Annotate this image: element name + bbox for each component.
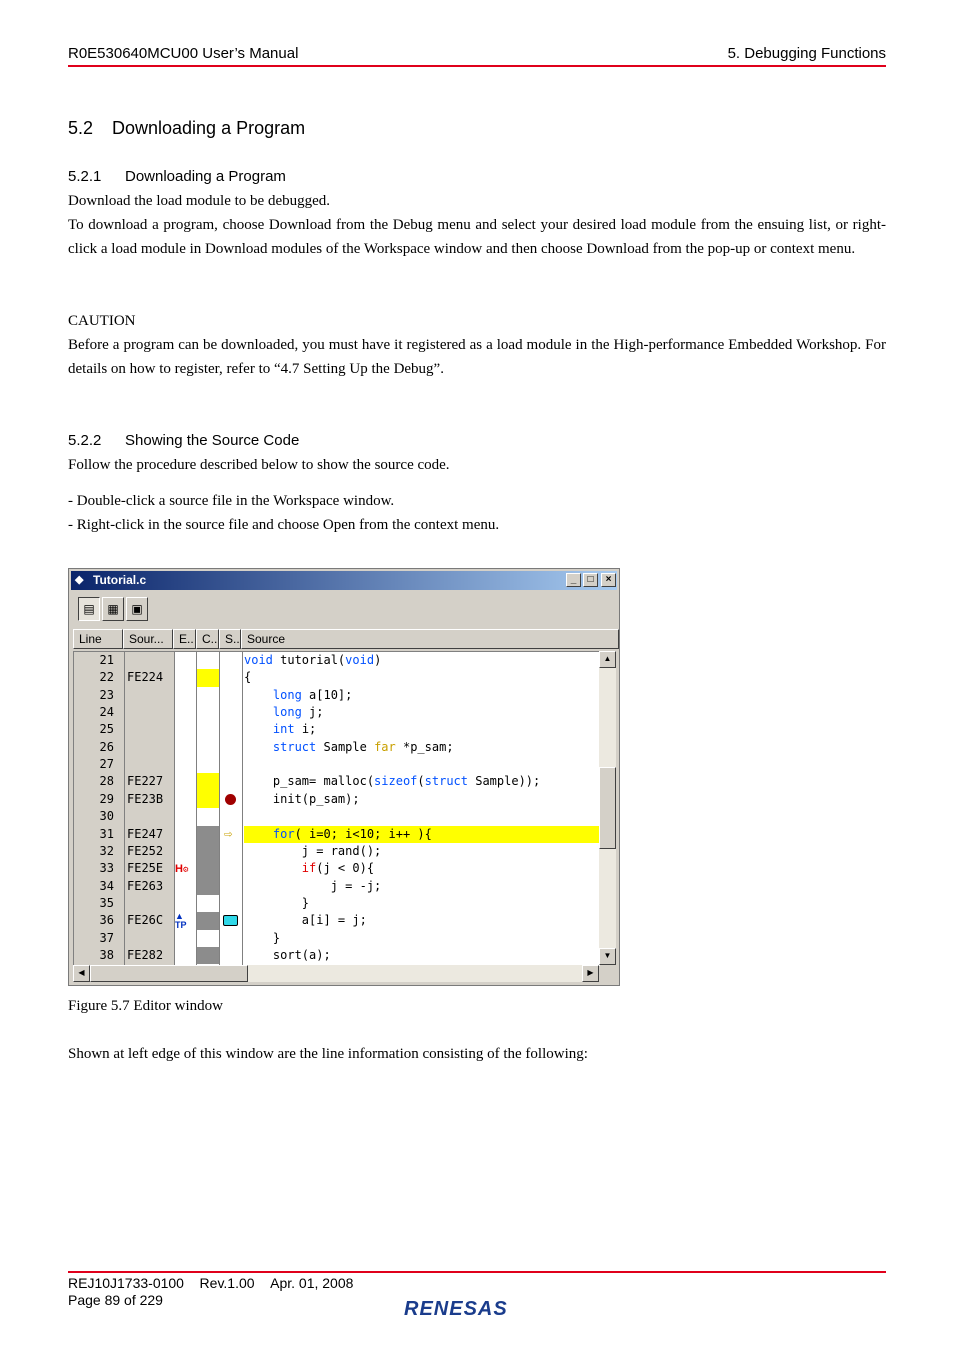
- section-heading: [68, 118, 305, 139]
- footer-rule: [68, 1271, 886, 1273]
- source-line: j = rand();: [244, 843, 382, 858]
- line-number: 26: [99, 739, 114, 754]
- source-line: a[i] = j;: [244, 913, 367, 928]
- source-address: FE26C: [127, 913, 164, 928]
- source-address: [127, 756, 173, 773]
- source-line: }: [244, 895, 310, 910]
- window-titlebar[interactable]: [71, 571, 617, 590]
- renesas-logo: [404, 1294, 552, 1320]
- source-line: long a[10];: [272, 687, 353, 702]
- scroll-right-icon[interactable]: ▶: [582, 965, 599, 982]
- scroll-left-icon[interactable]: ◀: [73, 965, 90, 982]
- source-address: [127, 895, 173, 912]
- line-number: 22: [99, 670, 114, 685]
- source-address: FE247: [127, 826, 164, 841]
- source-line: init(p_sam);: [244, 791, 360, 806]
- code-row[interactable]: [74, 791, 600, 808]
- source-address: FE282: [127, 947, 164, 962]
- caution-text: Before a program can be downloaded, you must have it registered as a load module in the High-performance Embedded Workshop. For details on how to register, refer to “4.7 Setting Up the Debug”.: [68, 337, 886, 377]
- source-line: sort(a);: [244, 947, 331, 962]
- code-row[interactable]: [74, 687, 600, 704]
- line-number: 29: [99, 791, 114, 806]
- manual-title: R0E530640MCU00 User’s Manual: [68, 45, 299, 62]
- caution-label: CAUTION: [68, 313, 136, 329]
- subsection-number-1: 5.2.1: [68, 168, 102, 185]
- subsection-title-2: Showing the Source Code: [125, 432, 300, 449]
- trace-point-icon[interactable]: ▲ TP: [175, 911, 187, 931]
- source-line: {: [244, 670, 252, 685]
- coverage-executed-mark: [197, 773, 219, 790]
- code-row[interactable]: [74, 704, 600, 721]
- page-header: [68, 44, 886, 67]
- paragraph: Follow the procedure described below to show the source code.: [68, 457, 450, 473]
- window-title: Tutorial.c: [93, 573, 147, 587]
- hscroll-thumb[interactable]: [90, 965, 248, 982]
- coverage-unexecuted-mark: [197, 860, 219, 877]
- col-line[interactable]: Line: [73, 629, 123, 649]
- line-number: 36: [99, 913, 114, 928]
- close-button[interactable]: ×: [601, 573, 616, 587]
- program-counter-arrow-icon: ⇨: [224, 825, 233, 842]
- source-line: if(j < 0){: [301, 861, 375, 876]
- chapter-title: 5. Debugging Functions: [727, 45, 886, 62]
- file-icon: ◆: [75, 574, 84, 586]
- subsection-number-2: 5.2.2: [68, 432, 102, 449]
- code-row[interactable]: [74, 930, 600, 947]
- code-row[interactable]: [74, 895, 600, 912]
- subsection-heading-1: [68, 168, 286, 185]
- source-line: [244, 808, 600, 825]
- col-coverage[interactable]: C..: [196, 629, 219, 649]
- source-address: [127, 930, 173, 947]
- col-source-address[interactable]: Sour...: [123, 629, 173, 649]
- scroll-down-icon[interactable]: ▼: [599, 948, 616, 965]
- code-row[interactable]: [74, 860, 600, 877]
- source-address: [127, 704, 173, 721]
- code-row[interactable]: [74, 878, 600, 895]
- source-address: FE263: [127, 878, 164, 893]
- source-mode-icon[interactable]: ▤: [78, 597, 100, 621]
- coverage-executed-mark: [197, 669, 219, 686]
- date: Apr. 01, 2008: [270, 1275, 354, 1291]
- line-number: 33: [99, 861, 114, 876]
- breakpoint-icon[interactable]: [220, 791, 242, 808]
- code-row[interactable]: [74, 826, 600, 843]
- coverage-unexecuted-mark: [197, 947, 219, 964]
- coverage-unexecuted-mark: [197, 878, 219, 895]
- line-number: 34: [99, 878, 114, 893]
- source-line: void tutorial(void): [244, 653, 382, 667]
- minimize-button[interactable]: _: [566, 573, 581, 587]
- disassembly-mode-icon[interactable]: ▣: [126, 597, 148, 621]
- line-number: 21: [99, 653, 114, 667]
- page-number: Page 89 of 229: [68, 1292, 163, 1308]
- column-header: [73, 629, 619, 649]
- source-code-area[interactable]: [73, 651, 600, 966]
- source-address: FE227: [127, 774, 164, 789]
- source-line: }: [244, 930, 281, 945]
- subsection-title-1: Downloading a Program: [125, 168, 286, 185]
- source-line: p_sam= malloc(sizeof(struct Sample));: [244, 774, 541, 789]
- code-row[interactable]: [74, 721, 600, 738]
- code-row[interactable]: [74, 808, 600, 825]
- code-row[interactable]: [74, 912, 600, 929]
- paragraph: Download the load module to be debugged.: [68, 193, 331, 209]
- code-row[interactable]: [74, 652, 600, 669]
- line-number: 24: [99, 705, 114, 720]
- source-line: [244, 756, 600, 773]
- source-address: [127, 652, 173, 669]
- svg-text:RENESAS: RENESAS: [404, 1298, 508, 1320]
- source-address: FE224: [127, 670, 164, 685]
- coverage-unexecuted-mark: [197, 843, 219, 860]
- line-number: 37: [99, 930, 114, 945]
- code-row[interactable]: [74, 669, 600, 686]
- hardware-break-icon[interactable]: H⚙: [175, 863, 189, 876]
- code-row[interactable]: [74, 843, 600, 860]
- line-number: 35: [99, 895, 114, 910]
- coverage-executed-mark: [197, 791, 219, 808]
- mixed-mode-icon[interactable]: ▦: [102, 597, 124, 621]
- editor-window: [68, 568, 620, 986]
- line-number: 25: [99, 722, 114, 737]
- source-line: int i;: [272, 722, 317, 737]
- code-row[interactable]: [74, 947, 600, 964]
- coverage-unexecuted-mark: [197, 912, 219, 929]
- source-address: FE25E: [127, 861, 164, 876]
- vertical-scrollbar[interactable]: [599, 651, 616, 965]
- scroll-thumb[interactable]: [599, 767, 616, 849]
- maximize-button[interactable]: □: [583, 573, 598, 587]
- footer-doc-info: [68, 1275, 353, 1291]
- scroll-up-icon[interactable]: ▲: [599, 651, 616, 668]
- source-line: j = -j;: [244, 878, 382, 893]
- code-row[interactable]: [74, 739, 600, 756]
- bullet-item: - Double-click a source file in the Workspace window.: [68, 493, 395, 509]
- doc-number: REJ10J1733-0100: [68, 1275, 184, 1291]
- subsection-heading-2: [68, 432, 299, 449]
- line-number: 27: [99, 757, 114, 772]
- col-source[interactable]: Source: [241, 629, 619, 649]
- code-row[interactable]: [74, 773, 600, 790]
- figure-caption: Figure 5.7 Editor window: [68, 998, 223, 1014]
- col-software-break[interactable]: S..: [219, 629, 241, 649]
- paragraph: To download a program, choose Download from the Debug menu and select your desired load module from the ensuing list, or right-click a load module in Download modules of the Workspace window and then choose Download from the pop-up or context menu.: [68, 217, 886, 257]
- coverage-unexecuted-mark: [197, 826, 219, 843]
- source-address: [127, 687, 173, 704]
- line-number: 32: [99, 843, 114, 858]
- source-line: for( i=0; i<10; i++ ){: [272, 826, 432, 841]
- section-number: 5.2: [68, 118, 94, 138]
- line-number: 38: [99, 947, 114, 962]
- bookmark-icon[interactable]: [220, 912, 242, 929]
- source-line: struct Sample far *p_sam;: [272, 739, 454, 754]
- code-row[interactable]: [74, 756, 600, 773]
- col-event[interactable]: E..: [173, 629, 196, 649]
- section-title: Downloading a Program: [112, 118, 306, 138]
- source-address: FE23B: [127, 791, 164, 806]
- line-number: 31: [99, 826, 114, 841]
- source-line: long j;: [272, 705, 324, 720]
- bullet-item: - Right-click in the source file and choose Open from the context menu.: [68, 517, 500, 533]
- paragraph: Shown at left edge of this window are the line information consisting of the following:: [68, 1046, 588, 1062]
- line-number: 23: [99, 687, 114, 702]
- line-number: 30: [99, 809, 114, 824]
- horizontal-scrollbar[interactable]: [73, 965, 599, 982]
- source-address: [127, 721, 173, 738]
- revision: Rev.1.00: [199, 1275, 255, 1291]
- source-address: FE252: [127, 843, 164, 858]
- source-address: [127, 808, 173, 825]
- source-address: [127, 739, 173, 756]
- line-number: 28: [99, 774, 114, 789]
